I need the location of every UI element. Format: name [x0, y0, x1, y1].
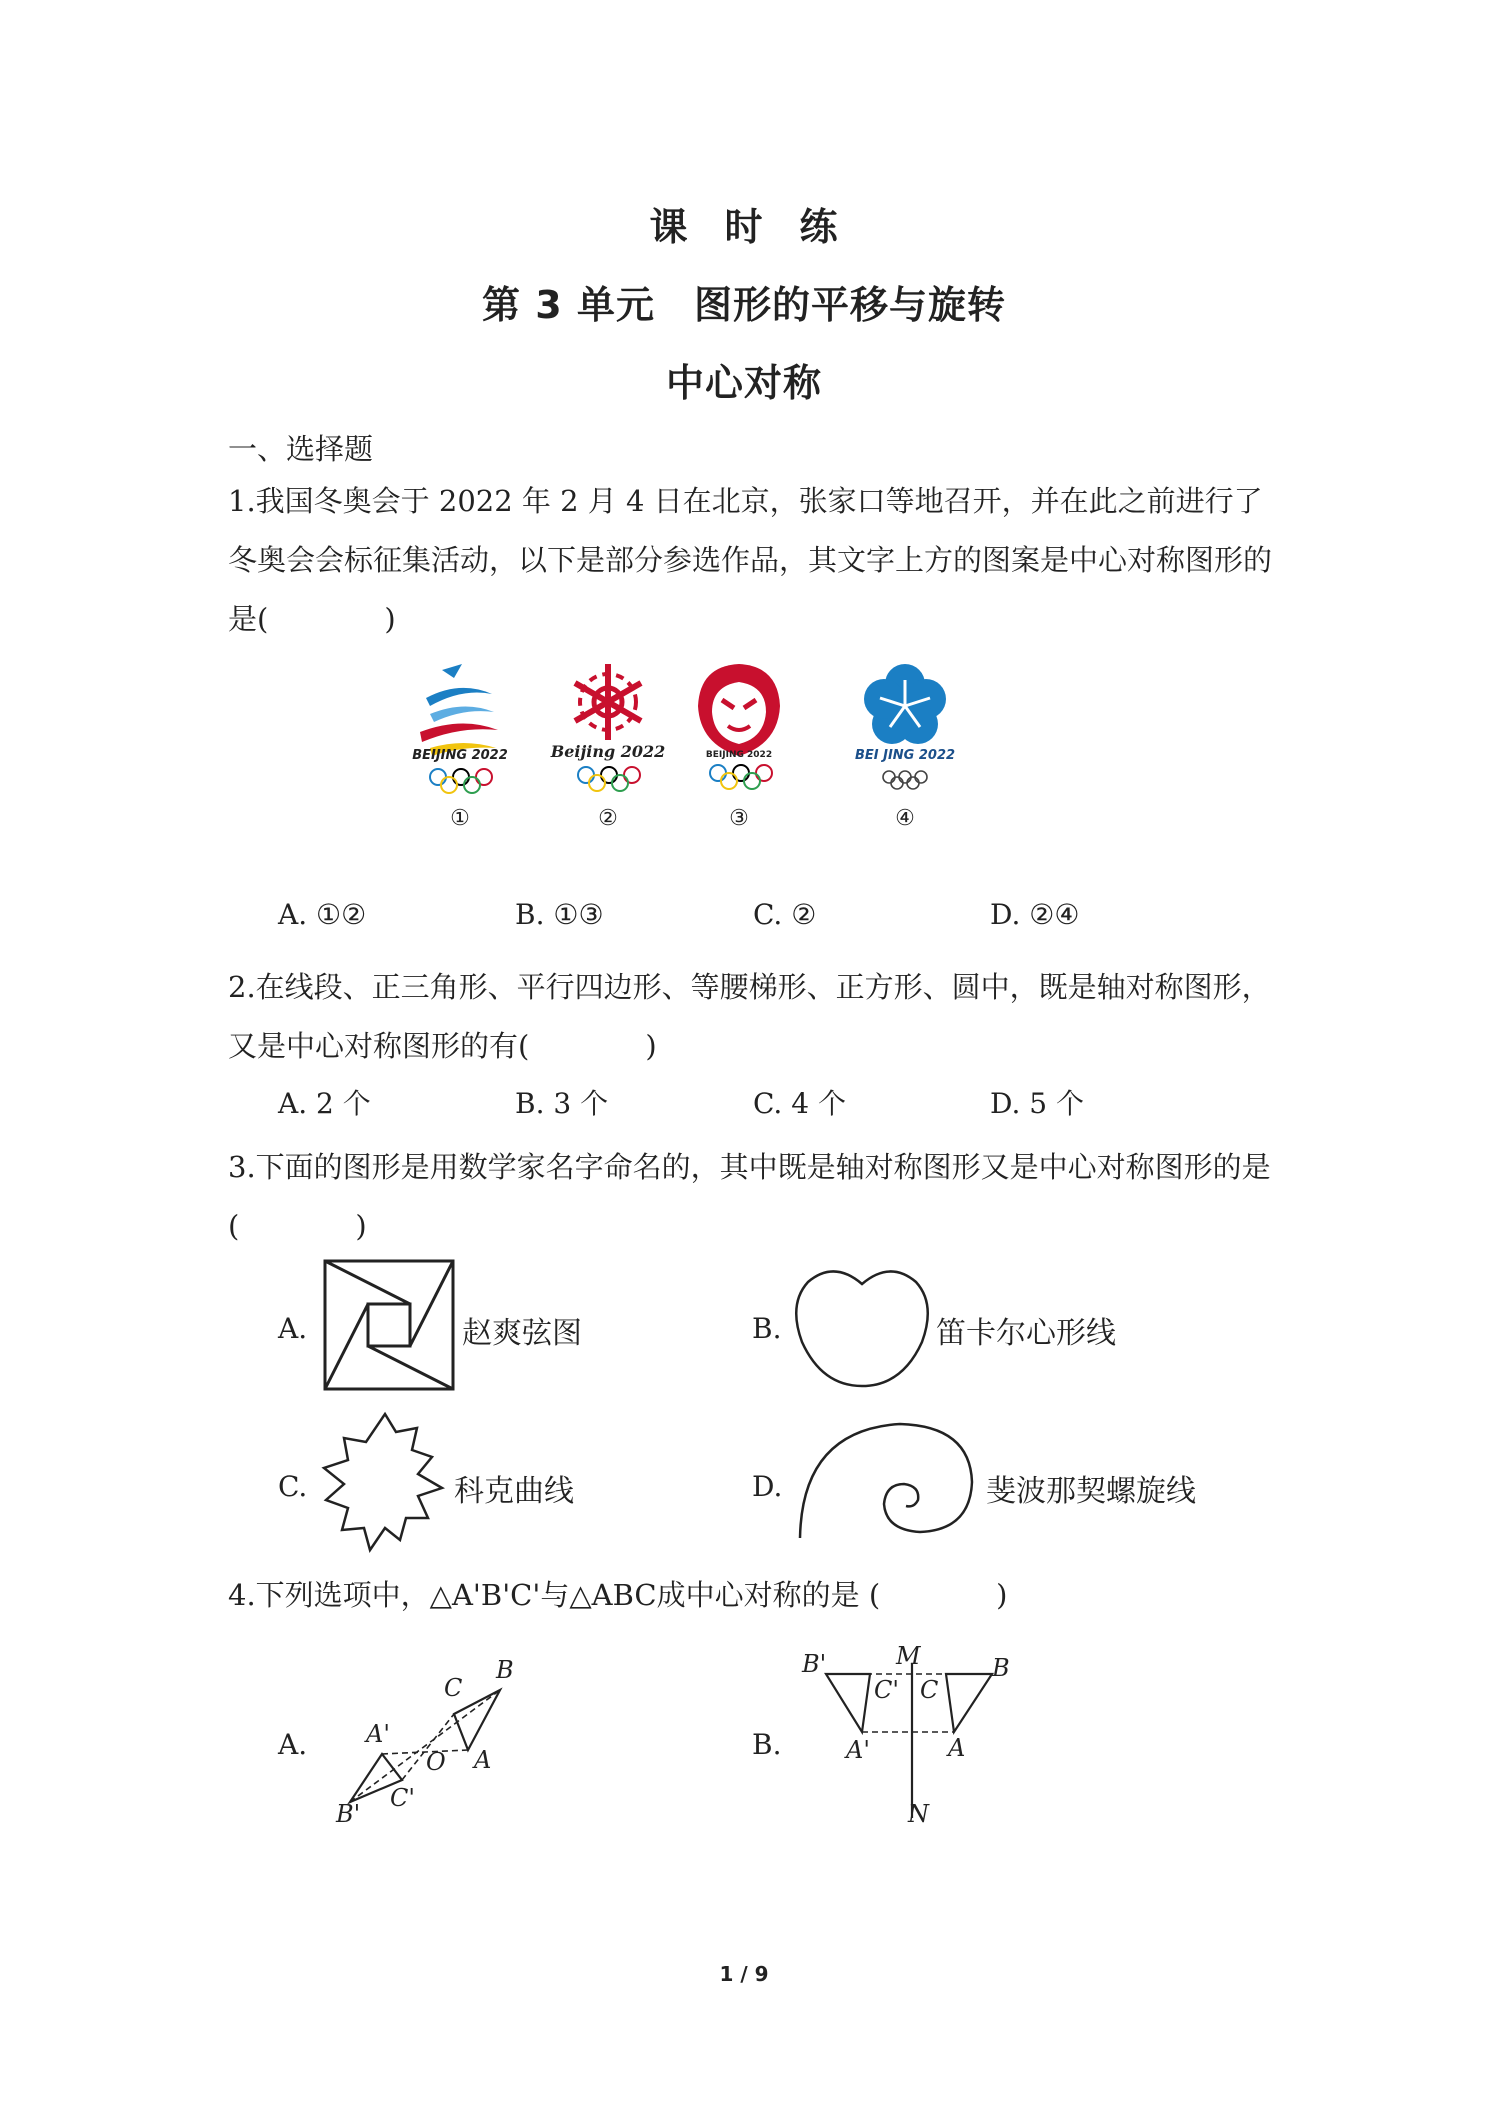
- question-1-text: 1.我国冬奥会于 2022 年 2 月 4 日在北京，张家口等地召开，并在此之前进行了冬奥会会标征集活动，以下是部分参选作品，其文字上方的图案是中心对称图形的是( ): [228, 484, 1273, 636]
- q3-option-d-caption: 斐波那契螺旋线: [986, 1474, 1196, 1509]
- q3-option-c-caption: 科克曲线: [454, 1474, 574, 1509]
- q3-option-d-label[interactable]: D.: [752, 1470, 783, 1503]
- q3-option-c-label[interactable]: C.: [278, 1470, 308, 1503]
- question-4-text: [228, 1566, 1278, 1625]
- point-label: A: [474, 1746, 492, 1774]
- logo-2-number: ②: [598, 806, 618, 831]
- q1-option-b[interactable]: B. ①③: [515, 898, 604, 931]
- olympic-rings-icon: [426, 768, 496, 794]
- q2-option-b[interactable]: B. 3 个: [515, 1087, 609, 1120]
- q1-option-c[interactable]: C. ②: [753, 898, 817, 931]
- logo-1: [400, 660, 520, 850]
- q3-option-a-caption: 赵爽弦图: [462, 1316, 582, 1351]
- q2-option-a[interactable]: A. 2 个: [278, 1087, 371, 1120]
- q4-option-a-label[interactable]: A.: [278, 1728, 308, 1761]
- snowflake-emblem-icon: [548, 660, 668, 750]
- fibonacci-spiral-icon: [796, 1420, 980, 1540]
- point-label: C: [444, 1674, 463, 1702]
- q1-option-a[interactable]: A. ①②: [278, 898, 367, 931]
- point-label: N: [908, 1800, 929, 1828]
- q3-option-b-label[interactable]: B.: [752, 1312, 782, 1345]
- point-label: M: [896, 1642, 921, 1670]
- title-char: 练: [799, 205, 839, 249]
- logo-2: [548, 660, 668, 850]
- point-label: B: [992, 1654, 1010, 1682]
- mask-emblem-icon: [684, 660, 794, 760]
- zhao-shuang-diagram-icon: [322, 1258, 456, 1392]
- q2-option-c[interactable]: C. 4 个: [753, 1087, 846, 1120]
- logo-4-number: ④: [895, 806, 915, 831]
- q3-option-b-caption: 笛卡尔心形线: [936, 1316, 1116, 1351]
- q4-option-b-label[interactable]: B.: [752, 1728, 782, 1761]
- point-label: B': [802, 1650, 827, 1678]
- point-label: C: [920, 1676, 939, 1704]
- logo-3: [684, 660, 794, 850]
- title-char: 课: [649, 205, 689, 249]
- question-3-text: 3.下面的图形是用数学家名字命名的，其中既是轴对称图形又是中心对称图形的是( ): [228, 1150, 1271, 1243]
- logo-4: [840, 660, 970, 850]
- logo-1-number: ①: [450, 806, 470, 831]
- point-label: C': [874, 1676, 899, 1704]
- q3-option-a-label[interactable]: A.: [278, 1312, 308, 1345]
- point-label: B': [336, 1800, 361, 1828]
- question-2-text: 2.在线段、正三角形、平行四边形、等腰梯形、正方形、圆中，既是轴对称图形，又是中心对称图形的有( ): [228, 970, 1271, 1063]
- point-label: O: [426, 1748, 446, 1776]
- question-4-content: 4.下列选项中，△A'B'C'与△ABC成中心对称的是 ( ): [228, 1578, 1008, 1612]
- q1-logo-row: [400, 660, 980, 850]
- point-label: A: [948, 1734, 966, 1762]
- logo-2-caption: Beijing 2022: [550, 742, 666, 761]
- unit-title: 第 3 单元 图形的平移与旋转: [482, 283, 1006, 327]
- logo-3-number: ③: [729, 806, 749, 831]
- flower-emblem-icon: [840, 660, 970, 752]
- q1-option-d[interactable]: D. ②④: [990, 898, 1080, 931]
- olympic-rings-icon: [574, 766, 644, 792]
- section-heading: 一、选择题: [228, 432, 374, 466]
- olympic-rings-icon: [880, 770, 930, 792]
- cardioid-curve-icon: [794, 1262, 930, 1390]
- doc-title: [0, 196, 1488, 251]
- title-char: 时: [724, 205, 764, 249]
- logo-4-caption: BEI JING 2022: [854, 748, 956, 763]
- point-label: A': [846, 1736, 870, 1764]
- koch-snowflake-icon: [318, 1410, 452, 1556]
- point-label: A': [366, 1720, 390, 1748]
- topic-title: 中心对称: [665, 361, 822, 405]
- q4-figure-a: [330, 1650, 530, 1840]
- olympic-rings-icon: [706, 764, 776, 790]
- q4-figure-b: [796, 1640, 1026, 1840]
- logo-1-caption: BEIJING 2022: [412, 748, 508, 763]
- point-label: B: [496, 1656, 514, 1684]
- logo-3-caption: BEIJING 2022: [705, 750, 773, 760]
- q2-option-d[interactable]: D. 5 个: [990, 1087, 1084, 1120]
- point-label: C': [390, 1784, 415, 1812]
- page-number: 1 / 9: [719, 1962, 769, 1986]
